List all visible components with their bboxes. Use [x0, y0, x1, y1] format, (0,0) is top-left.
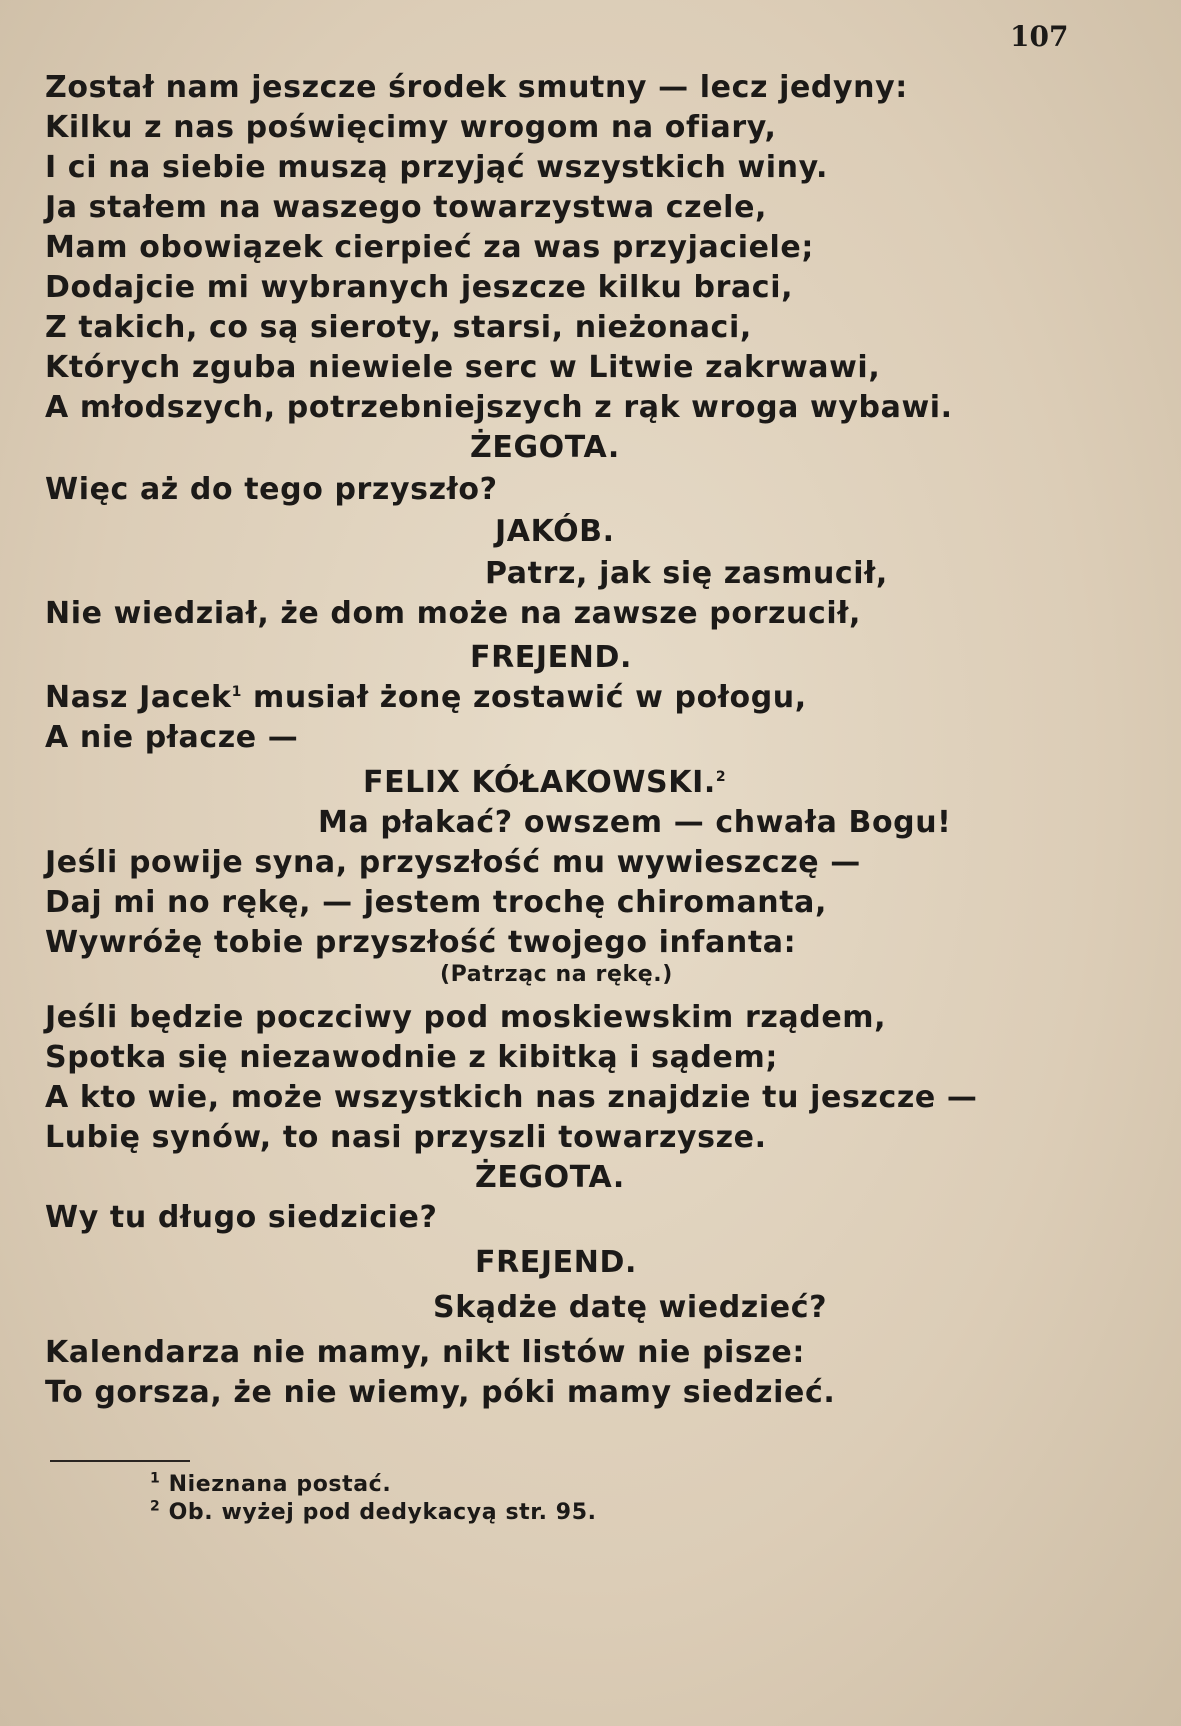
line-text: Nasz Jacek: [45, 680, 232, 715]
line-text: Mam obowiązek cierpieć za was przyjaciele;: [45, 230, 814, 265]
line-text: Kalendarza nie mamy, nikt listów nie pisze:: [45, 1335, 805, 1370]
verse-line: [45, 150, 828, 185]
verse-line: [45, 390, 953, 425]
footnote-text: Ob. wyżej pod dedykacyą str. 95.: [160, 1500, 597, 1525]
line-text: FREJEND.: [470, 640, 632, 675]
line-text: Kilku z nas poświęcimy wrogom na ofiary,: [45, 110, 777, 145]
line-text: Patrz, jak się zasmucił,: [485, 556, 888, 591]
line-text: A młodszych, potrzebniejszych z rąk wroga wybawi.: [45, 390, 953, 425]
verse-line: [45, 270, 793, 305]
verse-line: [45, 1335, 805, 1370]
verse-line: [45, 1375, 835, 1410]
verse-line: [45, 1040, 778, 1075]
line-text: Których zguba niewiele serc w Litwie zakrwawi,: [45, 350, 881, 385]
line-text: Spotka się niezawodnie z kibitką i sądem;: [45, 1040, 778, 1075]
footnote-mark: 1: [150, 1470, 161, 1487]
speaker-name: [475, 1245, 637, 1280]
footnote-marker: 1: [231, 684, 242, 700]
line-text: Lubię synów, to nasi przyszli towarzysze.: [45, 1120, 767, 1155]
footnote-text: Nieznana postać.: [160, 1472, 392, 1497]
footnote: [150, 1472, 391, 1497]
line-text-continued: musiał żonę zostawić w połogu,: [241, 680, 807, 715]
line-text: Ja stałem na waszego towarzystwa czele,: [45, 190, 768, 225]
verse-line: [45, 720, 298, 755]
verse-line: [45, 110, 777, 145]
line-text: To gorsza, że nie wiemy, póki mamy siedzieć.: [45, 1375, 836, 1410]
footnote-mark: 2: [150, 1498, 161, 1515]
verse-line: [45, 310, 752, 345]
line-text: ŻEGOTA.: [470, 430, 620, 465]
line-text: Więc aż do tego przyszło?: [45, 472, 498, 507]
footnote-marker: 2: [715, 769, 727, 785]
line-text: A kto wie, może wszystkich nas znajdzie tu jeszcze —: [45, 1080, 978, 1115]
verse-line: [45, 70, 908, 105]
verse-line: [45, 680, 807, 715]
verse-line: [433, 1290, 827, 1325]
footnote: [150, 1500, 597, 1525]
line-text: Dodajcie mi wybranych jeszcze kilku braci,: [45, 270, 794, 305]
line-text: Został nam jeszcze środek smutny — lecz jedyny:: [45, 70, 908, 105]
line-text: Ma płakać? owszem — chwała Bogu!: [318, 805, 952, 840]
speaker-name: [363, 765, 726, 800]
line-text: Skądże datę wiedzieć?: [433, 1290, 828, 1325]
speaker-name: [470, 430, 620, 465]
verse-line: [45, 925, 796, 960]
verse-line: [45, 845, 861, 880]
verse-line: [45, 190, 767, 225]
verse-line: [485, 556, 888, 591]
line-text: (Patrząc na rękę.): [440, 962, 673, 987]
verse-line: [45, 1200, 437, 1235]
page-number: 107: [1010, 20, 1069, 53]
verse-line: [45, 596, 861, 631]
verse-line: [45, 230, 814, 265]
stage-direction: [440, 962, 673, 987]
line-text: Z takich, co są sieroty, starsi, nieżonaci,: [45, 310, 752, 345]
speaker-name: [475, 1160, 625, 1195]
verse-line: [45, 885, 827, 920]
line-text: Nie wiedział, że dom może na zawsze porzucił,: [45, 596, 861, 631]
line-text: Wy tu długo siedzicie?: [45, 1200, 438, 1235]
speaker-name: [470, 640, 632, 675]
verse-line: [45, 1000, 886, 1035]
verse-line: [45, 1080, 978, 1115]
speaker-name: [495, 514, 615, 549]
line-text: Wywróżę tobie przyszłość twojego infanta:: [45, 925, 797, 960]
line-text: Jeśli powije syna, przyszłość mu wywieszczę —: [45, 845, 861, 880]
line-text: A nie płacze —: [45, 720, 299, 755]
line-text: Daj mi no rękę, — jestem trochę chiromanta,: [45, 885, 828, 920]
line-text: I ci na siebie muszą przyjąć wszystkich winy.: [45, 150, 829, 185]
line-text: FREJEND.: [475, 1245, 637, 1280]
footnote-rule: [50, 1460, 190, 1462]
line-text: FELIX KÓŁAKOWSKI.: [363, 765, 716, 800]
line-text: ŻEGOTA.: [475, 1160, 625, 1195]
line-text: Jeśli będzie poczciwy pod moskiewskim rządem,: [45, 1000, 887, 1035]
verse-line: [318, 805, 951, 840]
line-text: JAKÓB.: [495, 514, 615, 549]
verse-line: [45, 472, 498, 507]
verse-line: [45, 350, 880, 385]
verse-line: [45, 1120, 767, 1155]
